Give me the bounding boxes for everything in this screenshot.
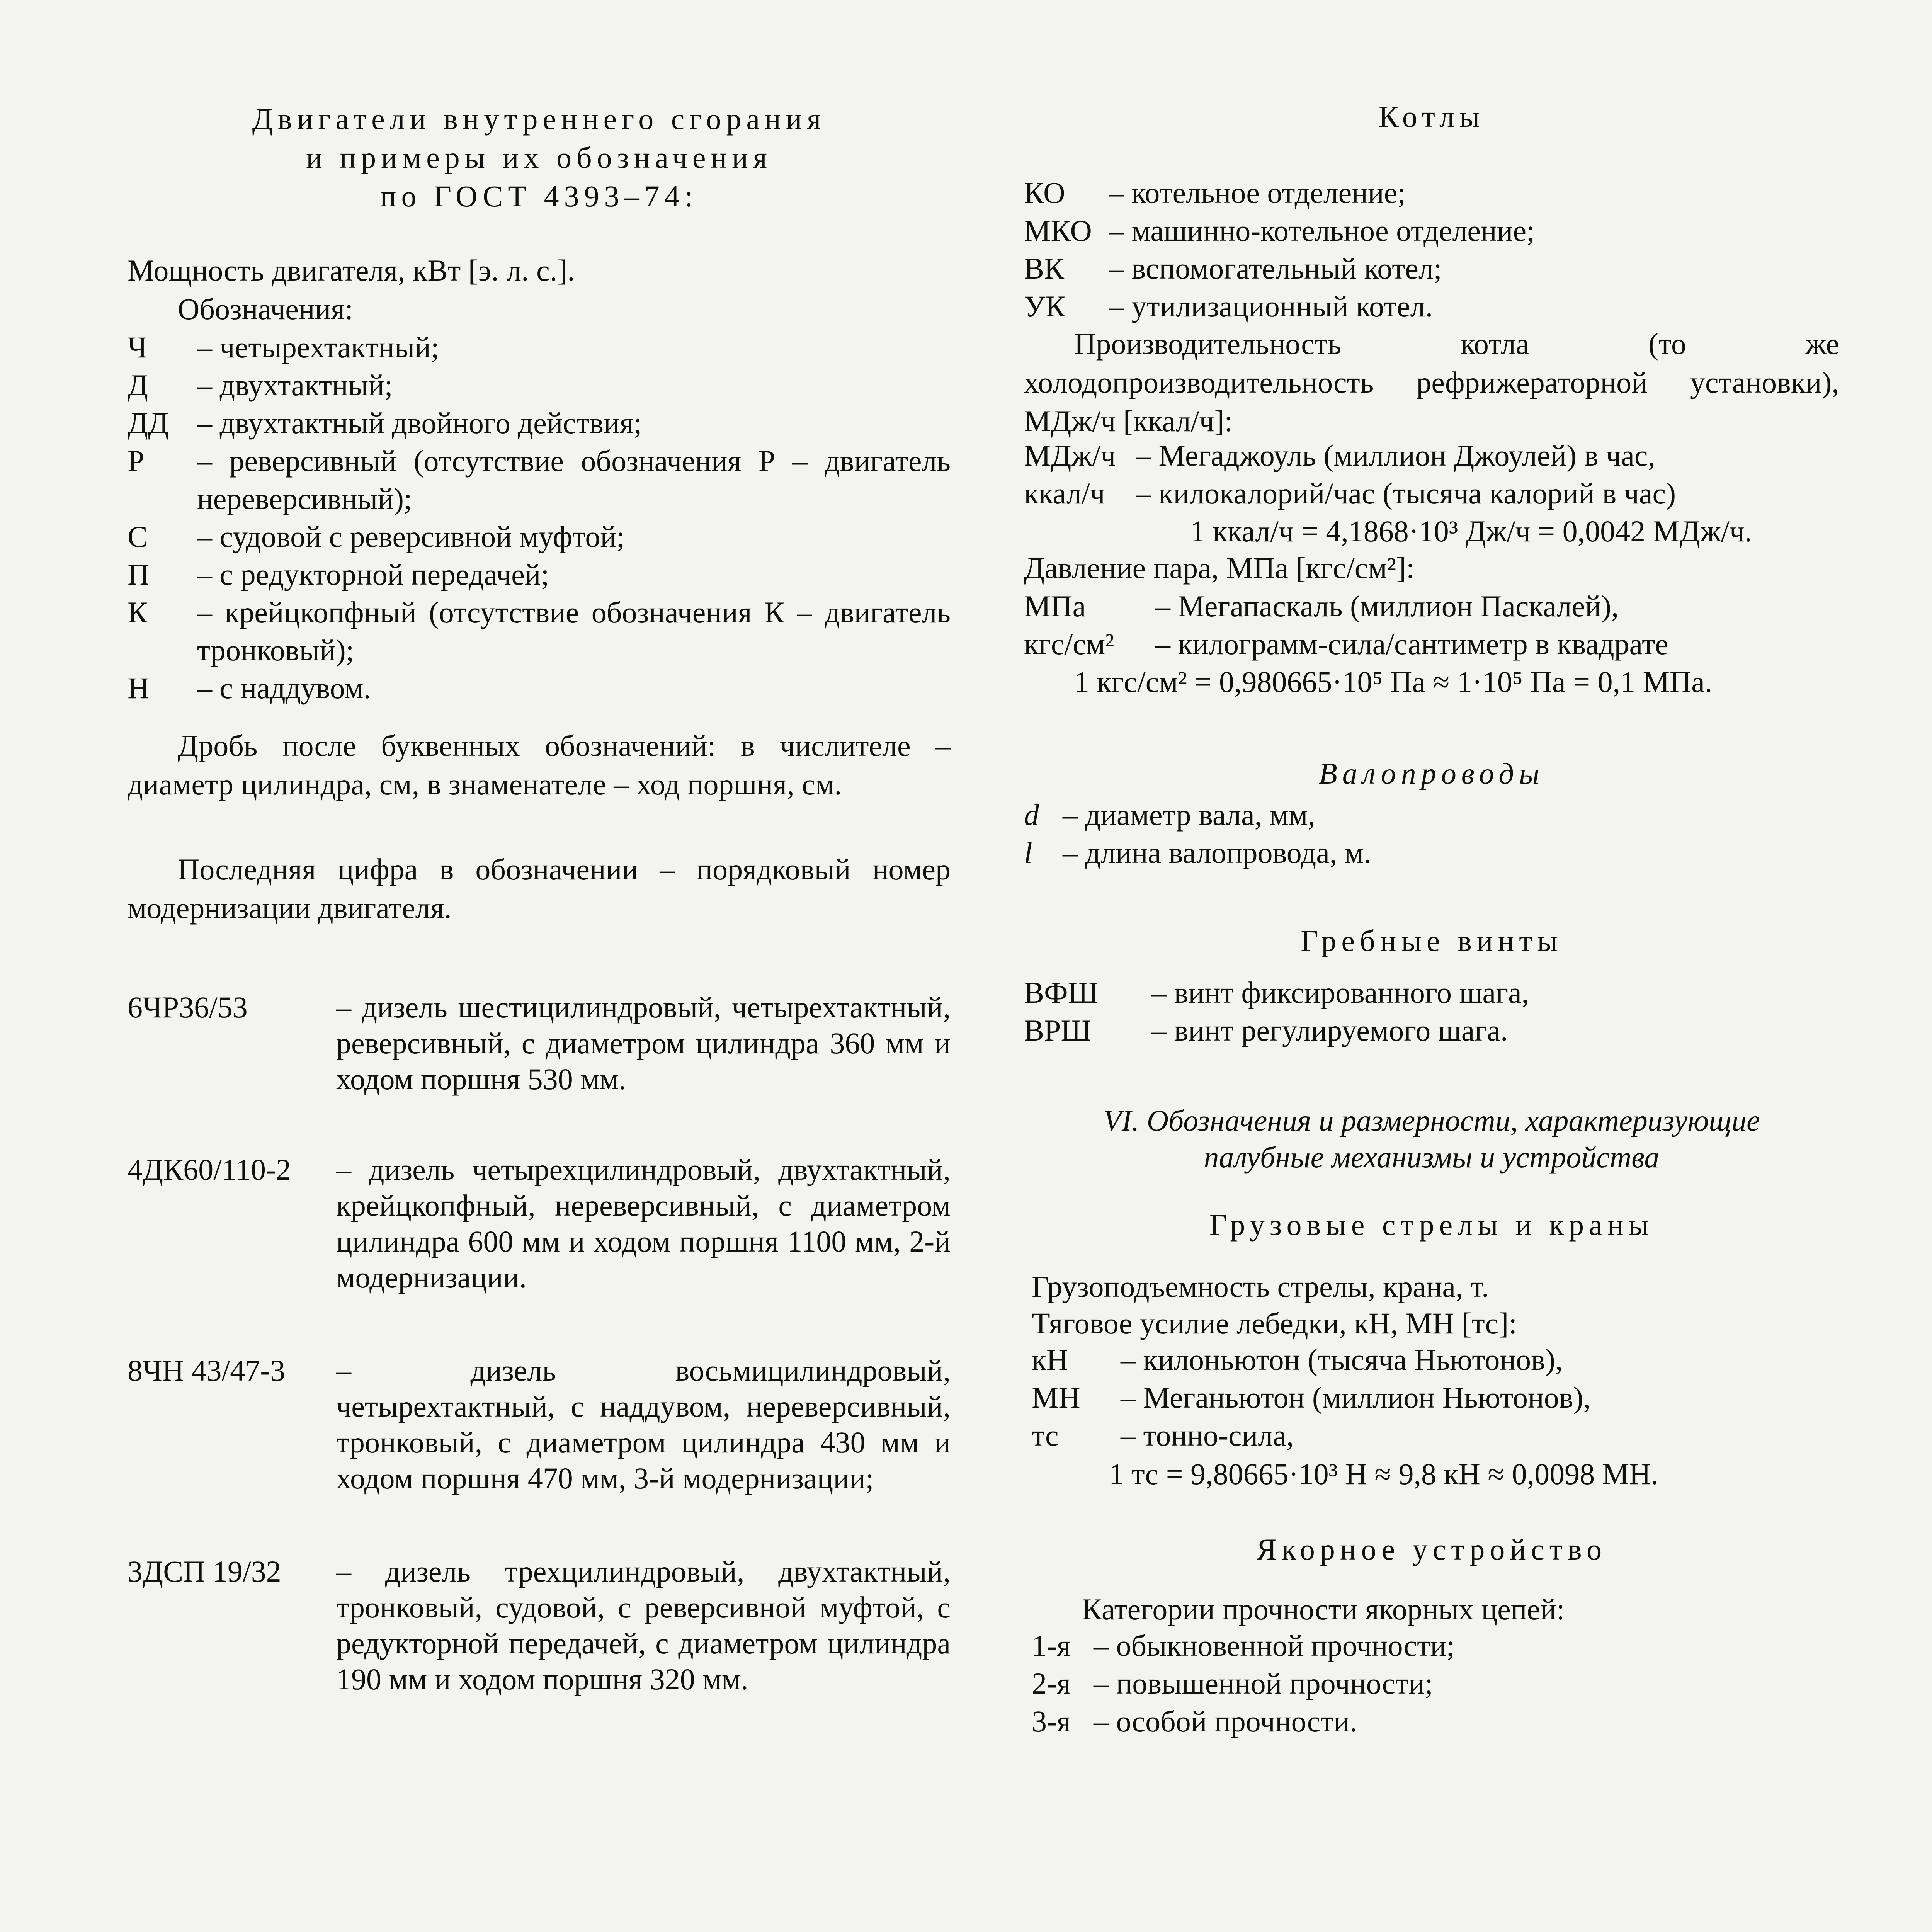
chain-category-row xyxy=(1032,1702,1839,1740)
shaft-desc: – длина валопровода, м. xyxy=(1063,836,1371,869)
engine-code: 8ЧН 43/47-3 xyxy=(128,1354,286,1387)
boiler-row xyxy=(1024,250,1839,287)
shaft-row xyxy=(1024,796,1839,834)
shafts-list xyxy=(1024,796,1839,872)
engine-desc: – дизель трехцилиндровый, двухтактный, тронковый, судовой, с реверсивной муфтой, с редукторной передачей, с диаметром цилиндра 190 мм и ходом поршня 320 мм. xyxy=(336,1554,951,1696)
chain-categories-list xyxy=(1032,1627,1839,1740)
unit-row xyxy=(1024,474,1839,512)
propeller-desc: – винт фиксированного шага, xyxy=(1151,976,1529,1009)
capacity-formula: 1 ккал/ч = 4,1868·10³ Дж/ч = 0,0042 МДж/ч. xyxy=(1190,514,1752,548)
shaft-desc: – диаметр вала, мм, xyxy=(1063,798,1315,832)
engine-example xyxy=(128,989,951,1097)
propellers-title: Гребные винты xyxy=(1301,924,1563,957)
abbrev-term: Д xyxy=(128,368,148,402)
unit-term: кН xyxy=(1032,1343,1068,1376)
abbrev-row xyxy=(128,404,951,442)
capacity-units xyxy=(1024,437,1839,512)
abbrev-desc: – судовой с реверсивной муфтой; xyxy=(197,520,625,553)
propeller-row xyxy=(1024,974,1839,1012)
unit-row xyxy=(1024,587,1839,625)
boilers-title: Котлы xyxy=(1378,100,1485,133)
unit-term: МДж/ч xyxy=(1024,439,1116,472)
unit-row xyxy=(1032,1341,1839,1379)
chain-category-desc: – обыкновенной прочности; xyxy=(1094,1629,1455,1662)
boiler-term: МКО xyxy=(1024,214,1092,247)
unit-row xyxy=(1024,437,1839,474)
power-line: Мощность двигателя, кВт [э. л. с.]. xyxy=(128,253,575,287)
cranes-title: Грузовые стрелы и краны xyxy=(1209,1208,1654,1242)
capacity-text: Производительность котла (то же холодопроизводительность рефрижераторной установки), МДж/ч [ккал/ч]: xyxy=(1024,327,1839,438)
shaft-row xyxy=(1024,834,1839,872)
abbrev-term: К xyxy=(128,595,148,629)
abbrev-term: Р xyxy=(128,444,145,478)
fraction-note: Дробь после буквенных обозначений: в числителе – диаметр цилиндра, см, в знаменателе – ход поршня, см. xyxy=(128,729,951,801)
chain-category-term: 1-я xyxy=(1032,1629,1071,1662)
chain-category-desc: – особой прочности. xyxy=(1094,1704,1357,1738)
pressure-formula: 1 кгс/см² = 0,980665·10⁵ Па ≈ 1·10⁵ Па = 0,1 МПа. xyxy=(1074,665,1713,699)
crane-capacity: Грузоподъемность стрелы, крана, т. xyxy=(1032,1270,1489,1303)
engine-desc: – дизель шестицилиндровый, четырехтактный, реверсивный, с диаметром цилиндра 360 мм и ходом поршня 530 мм. xyxy=(336,990,951,1096)
abbrev-term: П xyxy=(128,558,150,591)
unit-row xyxy=(1032,1417,1839,1454)
engine-example xyxy=(128,1151,951,1295)
unit-term: МПа xyxy=(1024,589,1086,623)
force-formula: 1 тс = 9,80665·10³ Н ≈ 9,8 кН ≈ 0,0098 МН. xyxy=(1109,1457,1658,1491)
abbrev-row xyxy=(128,442,951,518)
abbrev-desc: – крейцкопфный (отсутствие обозначения К – двигатель тронковый); xyxy=(197,595,951,667)
boilers-list xyxy=(1024,174,1839,325)
propeller-term: ВРШ xyxy=(1024,1014,1092,1047)
unit-desc: – тонно-сила, xyxy=(1121,1418,1294,1452)
propellers-list xyxy=(1024,974,1839,1049)
shaft-term: l xyxy=(1024,836,1032,869)
unit-desc: – килоньютон (тысяча Ньютонов), xyxy=(1121,1343,1563,1376)
last-digit-note: Последняя цифра в обозначении – порядковый номер модернизации двигателя. xyxy=(128,852,951,925)
engines-title-line-1: Двигатели внутреннего сгорания xyxy=(252,102,826,136)
abbrev-desc: – реверсивный (отсутствие обозначения Р – двигатель нереверсивный); xyxy=(197,444,951,515)
unit-desc: – килограмм-сила/сантиметр в квадрате xyxy=(1155,627,1668,661)
unit-desc: – Мегаджоуль (миллион Джоулей) в час, xyxy=(1136,439,1656,472)
abbrev-term: Ч xyxy=(128,330,147,364)
pressure-line: Давление пара, МПа [кгс/см²]: xyxy=(1024,551,1415,585)
abbrev-term: Н xyxy=(128,671,150,705)
section-vi-title-line-2: палубные механизмы и устройства xyxy=(1204,1140,1660,1174)
propeller-row xyxy=(1024,1012,1839,1049)
shafts-title: Валопроводы xyxy=(1319,757,1544,790)
section-vi-title-line-1: VI. Обозначения и размерности, характеризующие xyxy=(1103,1104,1760,1137)
abbrev-row xyxy=(128,669,951,707)
unit-desc: – Мегапаскаль (миллион Паскалей), xyxy=(1155,589,1619,623)
boiler-term: ВК xyxy=(1024,252,1065,285)
propeller-desc: – винт регулируемого шага. xyxy=(1151,1014,1508,1047)
chain-category-row xyxy=(1032,1627,1839,1665)
anchor-title: Якорное устройство xyxy=(1256,1532,1607,1566)
boiler-desc: – машинно-котельное отделение; xyxy=(1109,214,1535,247)
unit-desc: – килокалорий/час (тысяча калорий в час) xyxy=(1136,476,1676,510)
chain-categories-label: Категории прочности якорных цепей: xyxy=(1082,1592,1565,1626)
unit-term: ккал/ч xyxy=(1024,476,1105,510)
engine-abbrev-list xyxy=(128,328,951,707)
abbrev-row xyxy=(128,366,951,404)
boiler-row xyxy=(1024,174,1839,212)
engines-title-line-3: по ГОСТ 4393–74: xyxy=(380,179,698,213)
engine-code: 6ЧР36/53 xyxy=(128,990,248,1024)
boiler-desc: – утилизационный котел. xyxy=(1109,289,1433,323)
chain-category-term: 3-я xyxy=(1032,1704,1071,1738)
engine-code: 4ДК60/110-2 xyxy=(128,1153,291,1186)
boiler-desc: – котельное отделение; xyxy=(1109,176,1406,209)
propeller-term: ВФШ xyxy=(1024,976,1099,1009)
unit-row xyxy=(1032,1379,1839,1417)
engine-desc: – дизель четырехцилиндровый, двухтактный, крейцкопфный, нереверсивный, с диаметром цилиндра 600 мм и ходом поршня 1100 мм, 2-й модернизации. xyxy=(336,1153,951,1294)
chain-category-term: 2-я xyxy=(1032,1667,1071,1700)
boiler-row xyxy=(1024,212,1839,250)
force-units xyxy=(1032,1341,1839,1454)
unit-term: тс xyxy=(1032,1418,1059,1452)
boiler-desc: – вспомогательный котел; xyxy=(1109,252,1442,285)
boiler-term: КО xyxy=(1024,176,1065,209)
unit-term: кгс/см² xyxy=(1024,627,1114,661)
abbrev-row xyxy=(128,556,951,594)
abbrev-term: ДД xyxy=(128,406,169,440)
abbrev-row xyxy=(128,328,951,366)
pressure-units xyxy=(1024,587,1839,663)
winch-pull: Тяговое усилие лебедки, кН, МН [тс]: xyxy=(1032,1306,1517,1340)
boiler-row xyxy=(1024,287,1839,325)
abbrev-term: С xyxy=(128,520,148,553)
unit-row xyxy=(1024,625,1839,663)
unit-desc: – Меганьютон (миллион Ньютонов), xyxy=(1121,1381,1591,1414)
abbrev-row xyxy=(128,594,951,669)
abbrev-desc: – двухтактный двойного действия; xyxy=(197,406,642,440)
abbrev-desc: – с редукторной передачей; xyxy=(197,558,549,591)
engine-example xyxy=(128,1352,951,1496)
unit-term: МН xyxy=(1032,1381,1080,1414)
chain-category-desc: – повышенной прочности; xyxy=(1094,1667,1433,1700)
abbrev-row xyxy=(128,518,951,556)
abbrev-desc: – с наддувом. xyxy=(197,671,371,705)
engine-desc: – дизель восьмицилиндровый, четырехтактный, с наддувом, нереверсивный, тронковый, с диаметром цилиндра 430 мм и ходом поршня 470 мм, 3-й модернизации; xyxy=(336,1354,951,1495)
engines-title-line-2: и примеры их обозначения xyxy=(306,141,772,174)
shaft-term: d xyxy=(1024,798,1039,832)
chain-category-row xyxy=(1032,1665,1839,1702)
designations-label: Обозначения: xyxy=(178,292,353,326)
engine-code: 3ДСП 19/32 xyxy=(128,1554,281,1588)
boiler-term: УК xyxy=(1024,289,1066,323)
abbrev-desc: – четырехтактный; xyxy=(197,330,439,364)
abbrev-desc: – двухтактный; xyxy=(197,368,393,402)
engine-example xyxy=(128,1553,951,1697)
